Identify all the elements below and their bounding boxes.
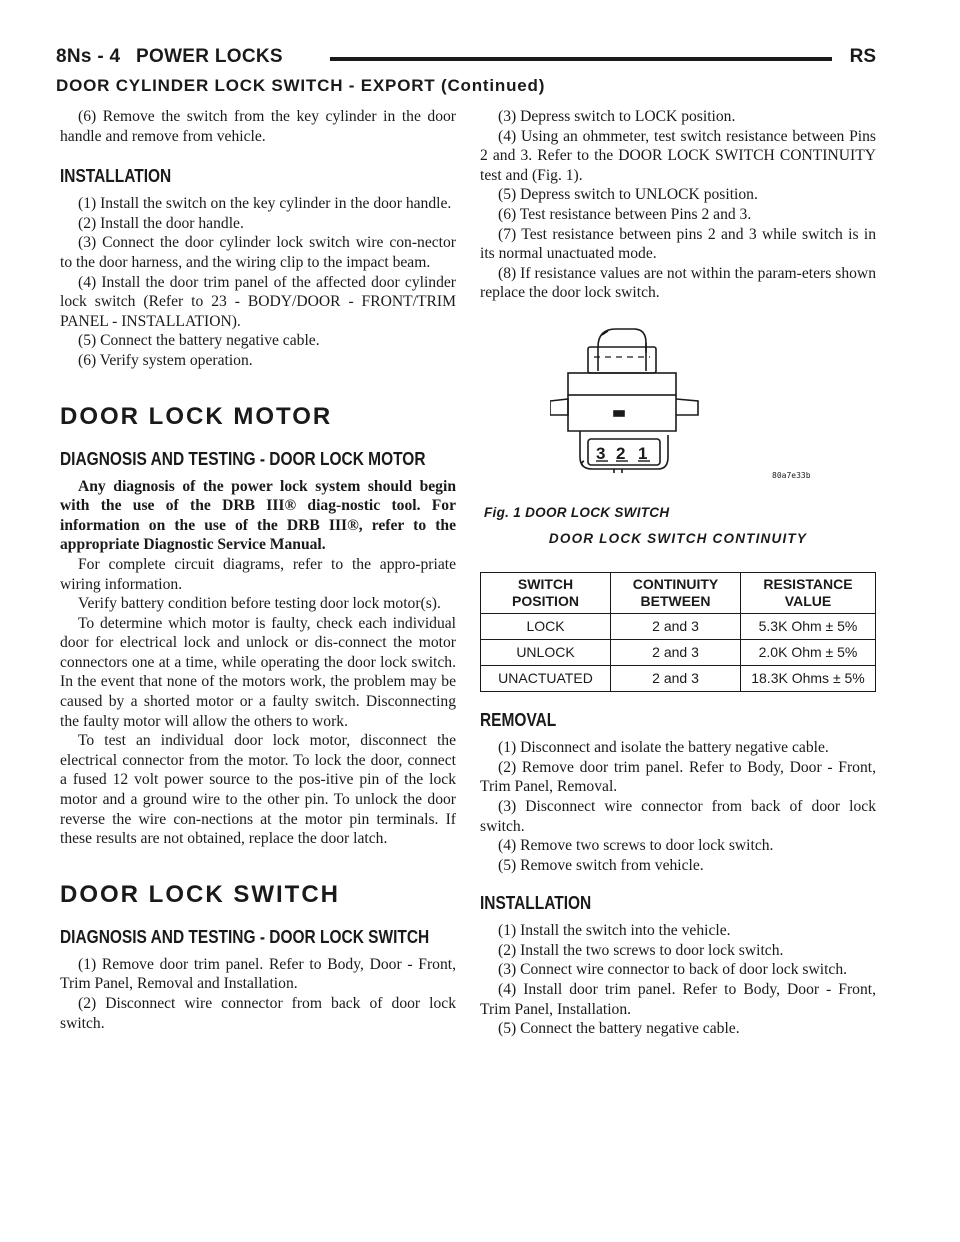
table-row — [481, 640, 876, 666]
table-cell: 2 and 3 — [611, 666, 741, 692]
vehicle-code: RS — [849, 46, 876, 67]
left-column — [60, 107, 456, 1033]
right-column — [480, 107, 876, 1039]
removal-step: (3) Disconnect wire connector from back of door lock switch. — [480, 797, 876, 835]
continued-title: DOOR CYLINDER LOCK SWITCH - EXPORT (Continued) — [56, 76, 546, 95]
header-left — [56, 46, 293, 68]
install-step: (3) Connect wire connector to back of door lock switch. — [498, 961, 848, 979]
removal-step: (5) Remove switch from vehicle. — [498, 856, 704, 874]
intro-step: (6) Remove the switch from the key cylinder in the door handle and remove from vehicle. — [60, 108, 456, 145]
test-step: (6) Test resistance between Pins 2 and 3. — [498, 205, 752, 223]
switch-heading: DOOR LOCK SWITCH — [60, 880, 340, 908]
pin-label: 3 — [596, 443, 606, 463]
switch-step: (2) Disconnect wire connector from back of door lock switch. — [60, 995, 456, 1032]
switch-diag-heading: DIAGNOSIS AND TESTING - DOOR LOCK SWITCH — [60, 926, 430, 947]
removal-step: (4) Remove two screws to door lock switch. — [498, 837, 774, 855]
installation-heading: INSTALLATION — [60, 166, 172, 187]
install-step: (3) Connect the door cylinder lock switch wire con-nector to the door harness, and the wiring clip to the impact beam. — [60, 234, 456, 271]
column-header: SWITCH POSITION — [481, 573, 611, 614]
install-step: (1) Install the switch on the key cylinder in the door handle. — [78, 195, 452, 213]
table-cell: UNLOCK — [481, 640, 611, 666]
switch-installation-heading: INSTALLATION — [480, 893, 592, 914]
table-row — [481, 666, 876, 692]
table-header-row — [481, 573, 876, 614]
table-cell: 2.0K Ohm ± 5% — [741, 640, 876, 666]
install-step: (2) Install the two screws to door lock switch. — [498, 941, 784, 959]
motor-heading: DOOR LOCK MOTOR — [60, 402, 333, 430]
motor-warning: Any diagnosis of the power lock system should begin with the use of the DRB III® diag-nostic tool. For information on the use of the DRB III®, refer to the appropriate Diagnostic Service Manual. — [60, 477, 456, 554]
continuity-table — [480, 572, 876, 692]
table-row — [481, 614, 876, 640]
install-step: (6) Verify system operation. — [78, 351, 253, 369]
section-name: POWER LOCKS — [136, 46, 283, 67]
test-step: (5) Depress switch to UNLOCK position. — [498, 186, 758, 204]
column-header: RESISTANCE VALUE — [741, 573, 876, 614]
motor-paragraph: For complete circuit diagrams, refer to the appro-priate wiring information. — [60, 555, 456, 593]
table-cell: 18.3K Ohms ± 5% — [741, 666, 876, 692]
removal-step: (1) Disconnect and isolate the battery negative cable. — [498, 739, 829, 757]
test-step: (7) Test resistance between pins 2 and 3 while switch is in its normal unactuated mode. — [480, 225, 876, 263]
header-rule — [330, 57, 832, 61]
motor-diag-heading: DIAGNOSIS AND TESTING - DOOR LOCK MOTOR — [60, 448, 426, 469]
table-cell: 2 and 3 — [611, 614, 741, 640]
table-cell: LOCK — [481, 614, 611, 640]
pin-label: 2 — [616, 443, 626, 463]
page-header — [56, 46, 876, 74]
switch-connector-drawing — [550, 323, 770, 473]
install-step: (2) Install the door handle. — [78, 214, 244, 232]
figure-id: 80a7e33b — [772, 470, 811, 480]
install-step: (4) Install the door trim panel of the affected door cylinder lock switch (Refer to 23 - BODY/DOOR - FRONT/TRIM PANEL - INSTALLATION). — [60, 273, 456, 330]
removal-heading: REMOVAL — [480, 710, 557, 731]
door-lock-switch-figure — [480, 323, 876, 480]
install-step: (5) Connect the battery negative cable. — [498, 1020, 740, 1038]
test-step: (4) Using an ohmmeter, test switch resistance between Pins 2 and 3. Refer to the DOOR LOCK SWITCH CONTINUITY test and (Fig. 1). — [480, 127, 876, 184]
test-step: (3) Depress switch to LOCK position. — [498, 108, 736, 125]
test-step: (8) If resistance values are not within the param-eters shown replace the door lock switch. — [480, 264, 876, 302]
removal-step: (2) Remove door trim panel. Refer to Body, Door - Front, Trim Panel, Removal. — [480, 758, 876, 796]
page-number: 8Ns - 4 — [56, 46, 121, 67]
figure-caption: Fig. 1 DOOR LOCK SWITCH — [484, 504, 670, 520]
column-header: CONTINUITY BETWEEN — [611, 573, 741, 614]
install-step: (1) Install the switch into the vehicle. — [498, 922, 731, 940]
table-cell: 2 and 3 — [611, 640, 741, 666]
motor-paragraph: To determine which motor is faulty, check each individual door for electrical lock and unlock or dis-connect the motor connectors one at a time, while operating the door lock switch. In the event that none of the motors work, the problem may be caused by a shorted motor or a faulty switch. Disconnecting the faulty motor will allow the others to work. — [60, 614, 456, 730]
pin-label: 1 — [638, 443, 648, 463]
motor-paragraph: To test an individual door lock motor, disconnect the electrical connector from the motor. To lock the door, connect a fused 12 volt power source to the pos-itive pin of the lock motor and a ground wire to the other pin. To unlock the door reverse the wire con-nections at the motor pin terminals. If these results are not obtained, replace the door latch. — [60, 732, 456, 848]
motor-paragraph: Verify battery condition before testing door lock motor(s). — [78, 595, 441, 613]
install-step: (5) Connect the battery negative cable. — [78, 332, 320, 350]
table-title: DOOR LOCK SWITCH CONTINUITY — [548, 530, 808, 546]
table-cell: UNACTUATED — [481, 666, 611, 692]
switch-step: (1) Remove door trim panel. Refer to Body, Door - Front, Trim Panel, Removal and Installation. — [60, 955, 456, 993]
install-step: (4) Install door trim panel. Refer to Body, Door - Front, Trim Panel, Installation. — [480, 981, 876, 1018]
table-cell: 5.3K Ohm ± 5% — [741, 614, 876, 640]
